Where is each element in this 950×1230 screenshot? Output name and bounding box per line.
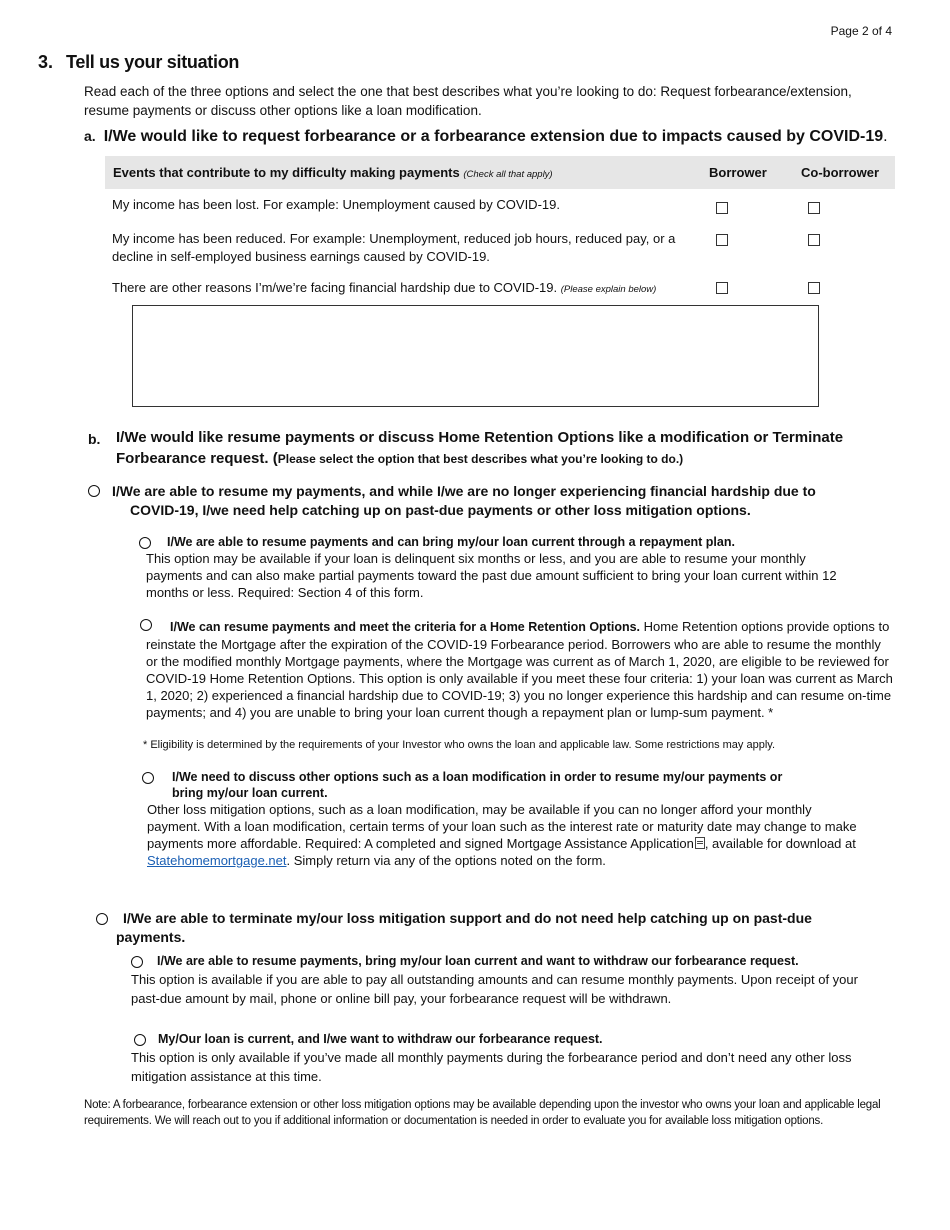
option-resume-with-help-radio[interactable] [88, 485, 100, 497]
hardship-row-3-note: (Please explain below) [560, 284, 657, 295]
hardship-row-3 [112, 279, 712, 299]
option-terminate-text: I/We are able to terminate my/our loss mitigation support and do not need help catching up on past-due payments. [116, 910, 812, 945]
home-retention-body: Home Retention options provide options to reinstate the Mortgage after the expiration of the COVID-19 Forbearance period. Borrowers who are able to resume the monthly or the modified monthly Mortgage payments, where the Mortgage was current as of March 1, 2020, are eligible to be reviewed for COVID-19 Home Retention Options. This option is only available if you meet these four criteria: 1) your loan was current as March 1, 2020; 2) experienced a financial hardship due to COVID-19; 3) you no longer experience this hardship and can resume on-time payments; and 4) you are unable to bring your loan current though a repayment plan or lump-sum payment. * [146, 619, 893, 720]
loan-modification-body-start: Other loss mitigation options, such as a loan modification, may be available if you can no longer afford your monthly payment. With a loan modification, certain terms of your loan such as the interest rate or maturity date may change to make payments more affordable. Required: A completed and signed Mortgage Assistance Application [147, 802, 857, 851]
part-a-label: a. [84, 128, 96, 144]
part-b-paren: ( [272, 450, 278, 467]
option-resume-with-help-text: I/We are able to resume my payments, and while I/we are no longer experiencing financial hardship due to COVID-19, I/we need help catching up on past-due payments or other loss mitigation options. [112, 483, 816, 518]
part-b-label: b. [88, 431, 101, 447]
withdraw-bring-current-body: This option is available if you are able to pay all outstanding amounts and can resume monthly payments. Upon receipt of your past-due amount by mail, phone or online bill pay, your forbearance request will be withdrawn. [131, 972, 858, 1006]
part-b-title: I/We would like resume payments or discuss Home Retention Options like a modification or Terminate Forbearance request. [116, 429, 844, 467]
hardship-explanation-textarea[interactable] [132, 305, 819, 407]
repayment-plan-title: I/We are able to resume payments and can bring my/our loan current through a repayment plan. [167, 535, 735, 549]
section-number: 3. [38, 52, 54, 72]
header-events-label: Events that contribute to my difficulty making payments [113, 165, 460, 180]
borrower-checkbox-row-2[interactable] [716, 234, 728, 246]
part-b-note: Please select the option that best describes what you’re looking to do.) [277, 452, 684, 466]
section-title: Tell us your situation [66, 52, 240, 72]
document-icon [695, 837, 705, 849]
hardship-row-1-text: My income has been lost. For example: Unemployment caused by COVID-19. [112, 197, 560, 212]
section-intro: Read each of the three options and select the one that best describes what you’re looking to do: Request forbearance/extension, resume payments or discuss other options like a loan modification. [84, 84, 852, 118]
page-number: Page 2 of 4 [830, 24, 892, 38]
option-resume-with-help-title [112, 482, 842, 520]
header-events [113, 165, 553, 180]
hardship-row-1 [112, 196, 692, 214]
hardship-row-2 [112, 230, 692, 266]
home-retention-text [146, 618, 896, 721]
part-a-title-end: . [883, 128, 888, 145]
loan-modification-body-end: . Simply return via any of the options noted on the form. [286, 853, 606, 868]
eligibility-footnote: * Eligibility is determined by the requirements of your Investor who owns the loan and applicable law. Some restrictions may apply. [143, 739, 776, 751]
loan-modification-title: I/We need to discuss other options such as a loan modification in order to resume my/our payments or bring my/our loan current. [172, 770, 783, 800]
loan-modification-body-mid: , available for download at [704, 836, 856, 851]
part-b-heading [116, 427, 876, 470]
hardship-row-3-text: There are other reasons I’m/we’re facing financial hardship due to COVID-19. [112, 280, 558, 295]
hardship-row-2-text: My income has been reduced. For example: Unemployment, reduced job hours, reduced pay, or a decline in self-employed business earnings caused by COVID-19. [112, 231, 676, 264]
part-a-heading [84, 128, 888, 146]
loan-modification-body [147, 801, 867, 869]
withdraw-bring-current-radio[interactable] [131, 956, 143, 968]
withdraw-bring-current-title: I/We are able to resume payments, bring my/our loan current and want to withdraw our forbearance request. [157, 954, 799, 968]
footer-note: Note: A forbearance, forbearance extension or other loss mitigation options may be available depending upon the investor who owns your loan and applicable legal requirements. We will reach out to you if additional information or documentation is needed in order to evaluate you for available loss mitigation options. [84, 1099, 881, 1127]
coborrower-checkbox-row-1[interactable] [808, 202, 820, 214]
withdraw-loan-current-radio[interactable] [134, 1034, 146, 1046]
loan-modification-radio[interactable] [142, 772, 154, 784]
statehomemortgage-link[interactable]: Statehomemortgage.net [147, 853, 287, 868]
option-terminate-radio[interactable] [96, 913, 108, 925]
header-events-note: (Check all that apply) [463, 169, 553, 180]
header-borrower: Borrower [709, 165, 767, 180]
repayment-plan-radio[interactable] [139, 537, 151, 549]
coborrower-checkbox-row-2[interactable] [808, 234, 820, 246]
coborrower-checkbox-row-3[interactable] [808, 282, 820, 294]
part-a-title: I/We would like to request forbearance or a forbearance extension due to impacts caused by COVID-19 [103, 128, 884, 145]
borrower-checkbox-row-3[interactable] [716, 282, 728, 294]
option-terminate-title [116, 909, 876, 947]
hardship-table-header [105, 156, 895, 189]
withdraw-loan-current-title: My/Our loan is current, and I/we want to withdraw our forbearance request. [158, 1032, 603, 1046]
header-coborrower: Co-borrower [801, 165, 879, 180]
borrower-checkbox-row-1[interactable] [716, 202, 728, 214]
withdraw-loan-current-body: This option is only available if you’ve made all monthly payments during the forbearance period and don’t need any other loss mitigation assistance at this time. [131, 1050, 852, 1084]
repayment-plan-body: This option may be available if your loan is delinquent six months or less, and you are able to resume your monthly payments and can also make partial payments toward the past due amount sufficient to bring your loan current within 12 months or less. Required: Section 4 of this form. [146, 551, 837, 600]
home-retention-title: I/We can resume payments and meet the criteria for a Home Retention Options. [170, 620, 641, 634]
